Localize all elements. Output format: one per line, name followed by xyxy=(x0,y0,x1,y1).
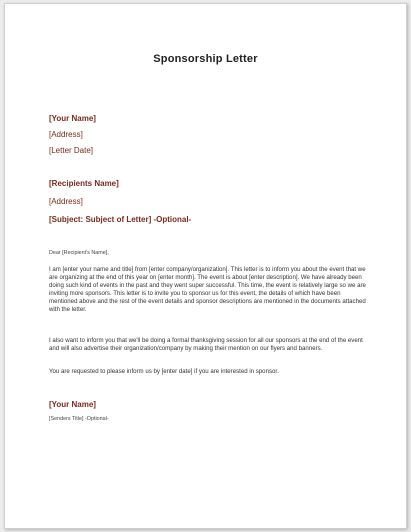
letter-date: [Letter Date] xyxy=(49,146,94,155)
closing-name: [Your Name] xyxy=(49,400,96,409)
recipient-address: [Address] xyxy=(49,197,83,206)
recipient-name: [Recipients Name] xyxy=(49,179,119,188)
closing-title: [Senders Title] -Optional- xyxy=(49,416,109,422)
sender-address: [Address] xyxy=(49,130,83,139)
letter-title: Sponsorship Letter xyxy=(153,53,258,65)
document-page xyxy=(4,3,407,529)
body-paragraph: I am [enter your name and title] from [enter company/organization]. This letter is to inform you about the event that we are organizing at the end of this year on [enter month]. The event is about [enter description]. We have already been doing such kind of events in the past and they went super successful. This time, the event is relatively large so we are inviting more sponsors. This letter is to invite you to sponsor us for this event, the details of which have been mentioned above and the rest of the event details and sponsor descriptions are mentioned in the documents attached with the letter. xyxy=(49,266,366,314)
subject-line: [Subject: Subject of Letter] -Optional- xyxy=(49,215,192,224)
body-paragraph: I also want to inform you that we'll be doing a formal thanksgiving session for all our sponsors at the end of the event and will also advertise their organization/company by making their mention on our flyers and banners. xyxy=(49,337,363,353)
body-paragraph: You are requested to please inform us by [enter date] if you are interested in sponsor. xyxy=(49,368,279,375)
salutation: Dear [Recipient's Name], xyxy=(49,250,109,256)
sender-name: [Your Name] xyxy=(49,114,96,123)
